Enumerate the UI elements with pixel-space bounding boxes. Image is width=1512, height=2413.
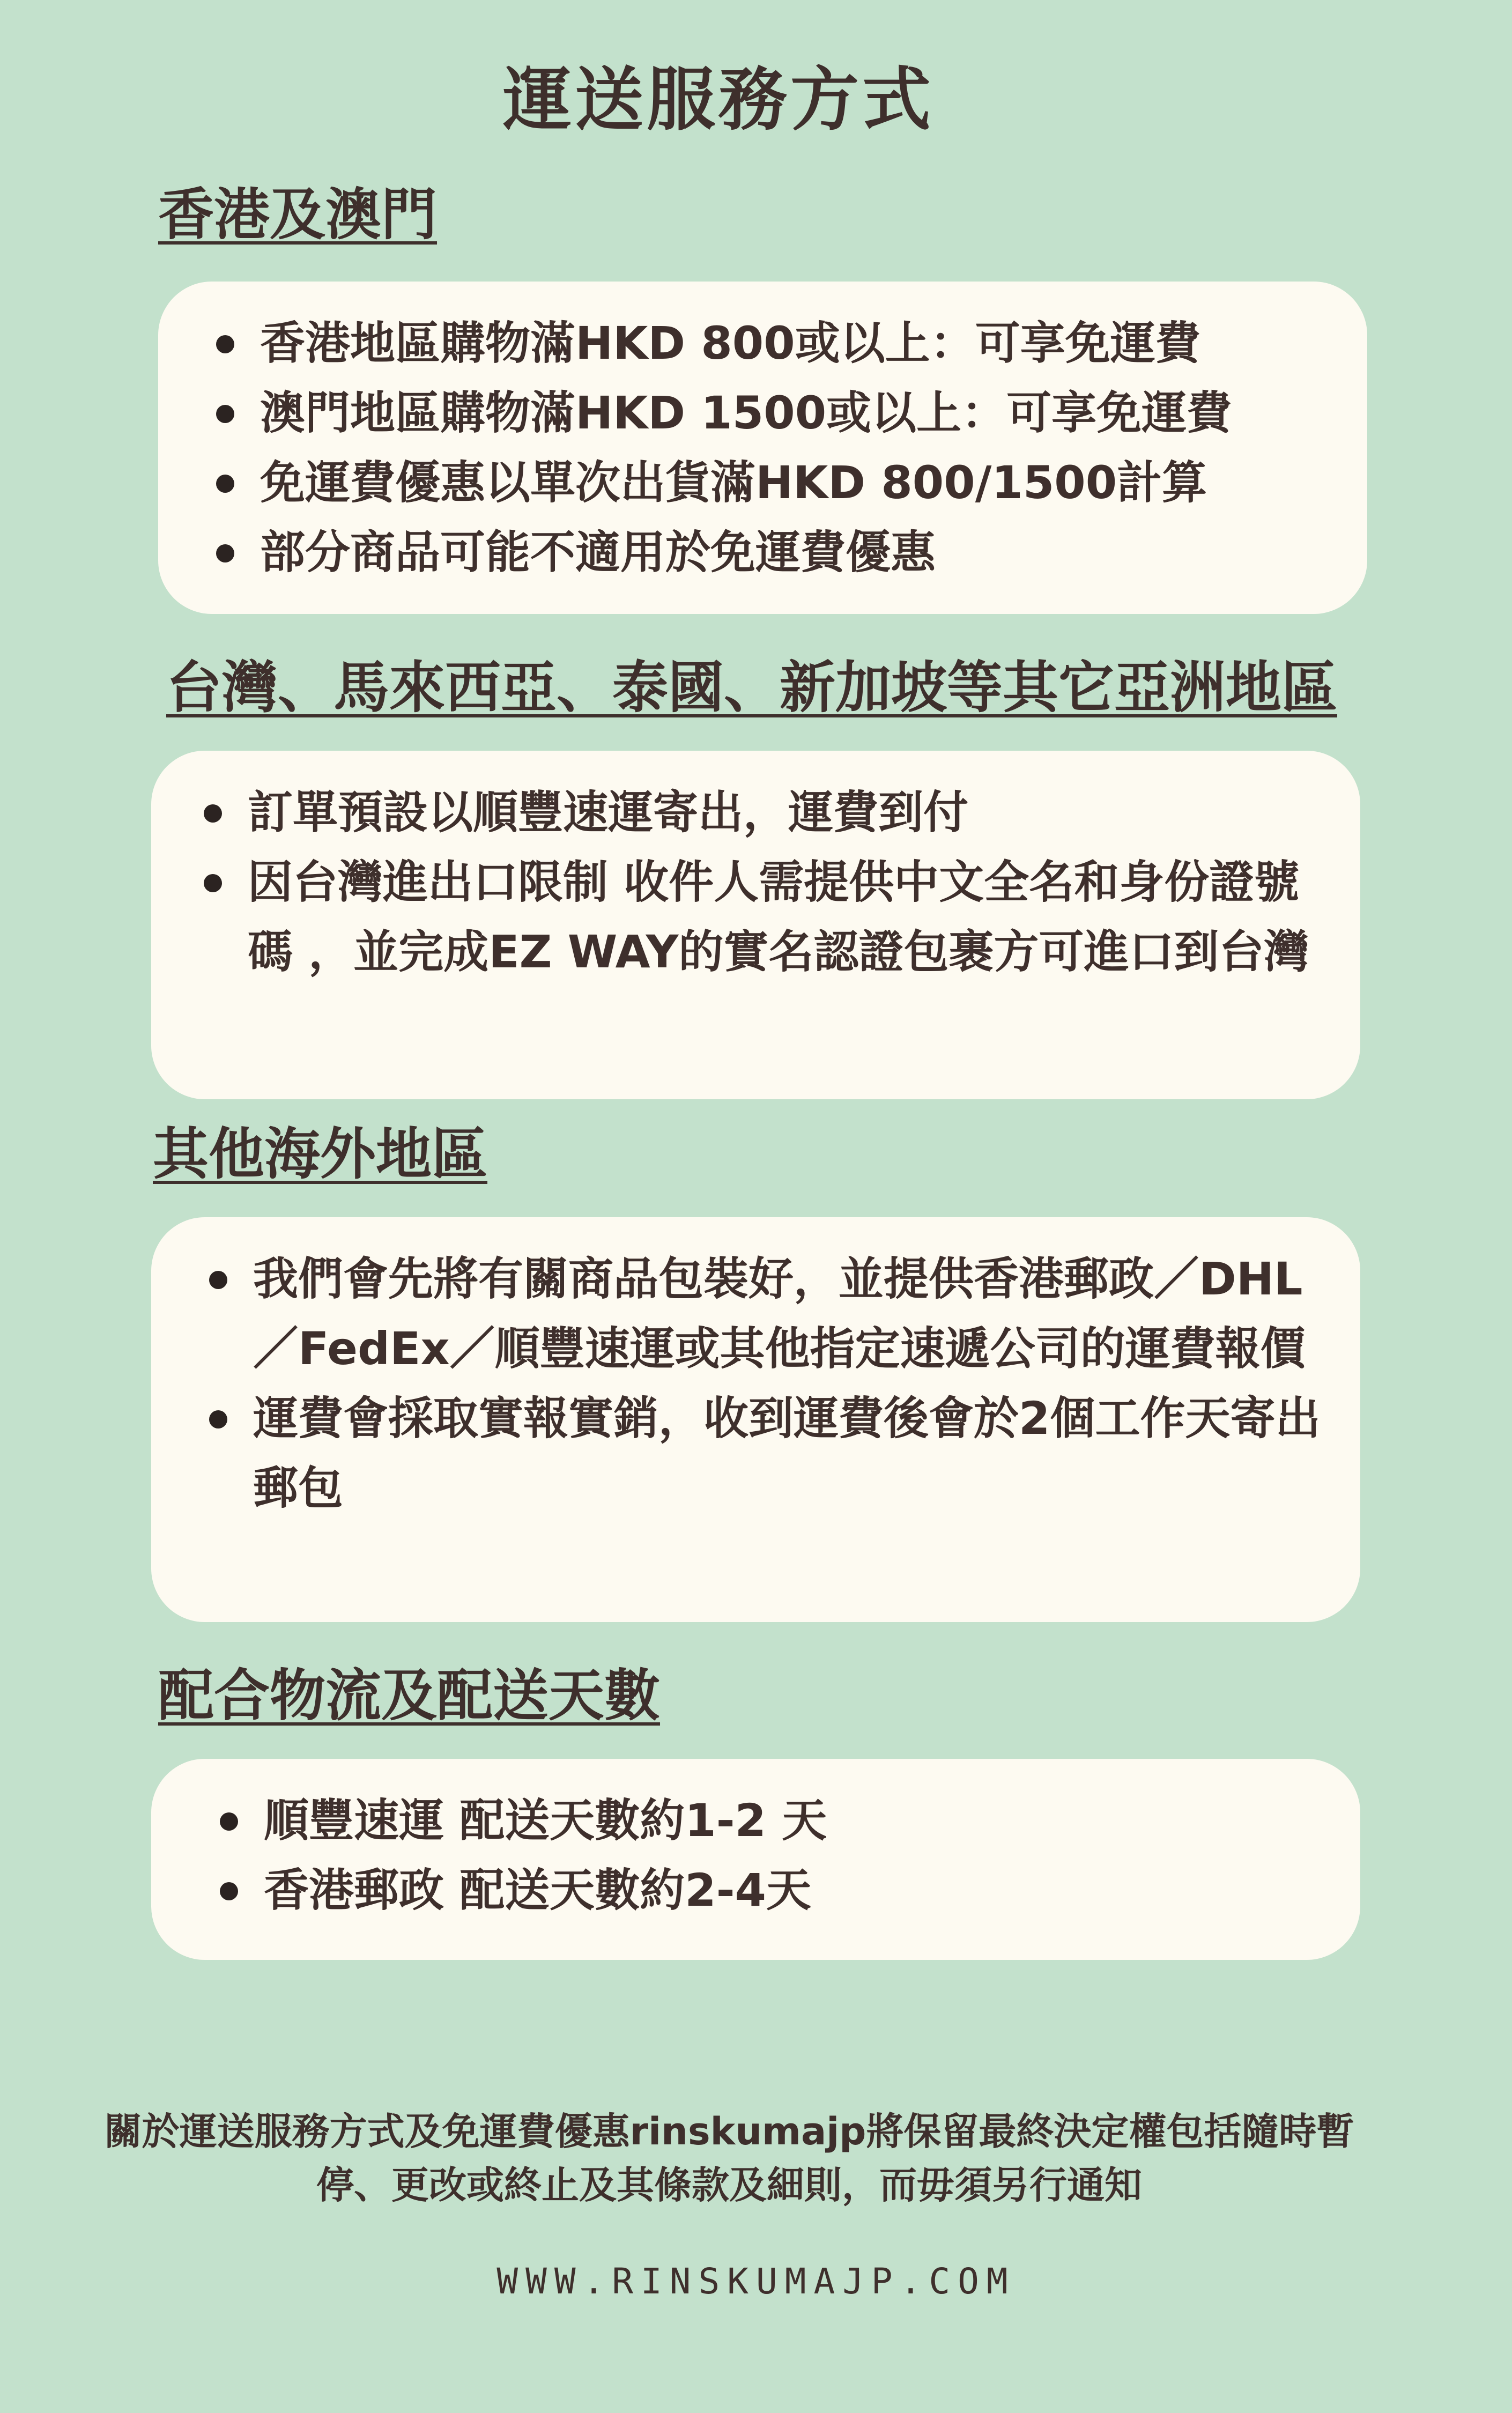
- section-heading-asia: 台灣、馬來西亞、泰國、新加坡等其它亞洲地區: [166, 655, 1338, 720]
- list-item-text: 香港地區購物滿HKD 800或以上：可享免運費: [260, 317, 1200, 369]
- page-title: 運送服務方式: [502, 60, 934, 140]
- bullet-dot-icon: [209, 1410, 227, 1428]
- bullet-list: [183, 1244, 1328, 1523]
- list-item-text: 訂單預設以順豐速運寄出，運費到付: [248, 786, 969, 839]
- bullet-dot-icon: [220, 1812, 238, 1831]
- bullet-dot-icon: [216, 405, 234, 423]
- card-overseas: [151, 1217, 1360, 1622]
- list-item-text: 我們會先將有關商品包裝好，並提供香港郵政／DHL／FedEx／順豐速運或其他指定速遞公司的運費報價: [253, 1253, 1306, 1375]
- list-item: [183, 1383, 1328, 1523]
- card-logistics: [151, 1759, 1360, 1960]
- list-item: [194, 1855, 1328, 1925]
- bullet-dot-icon: [204, 804, 222, 823]
- list-item: [183, 1244, 1328, 1383]
- list-item-text: 因台灣進出口限制 收件人需提供中文全名和身份證號碼 ，並完成EZ WAY的實名認證包裹方可進口到台灣: [248, 856, 1309, 978]
- bullet-dot-icon: [209, 1271, 227, 1289]
- card-asia: [151, 751, 1360, 1099]
- footer-disclaimer: 關於運送服務方式及免運費優惠rinskumajp將保留最終決定權包括隨時暫停、更改或終止及其條款及細則，而毋須另行通知: [104, 2109, 1354, 2207]
- bullet-list: [178, 778, 1328, 987]
- list-item-text: 香港郵政 配送天數約2-4天: [264, 1864, 812, 1916]
- section-heading-logistics: 配合物流及配送天數: [158, 1663, 661, 1728]
- list-item-text: 順豐速運 配送天數約1-2 天: [264, 1794, 827, 1847]
- card-hk-macau: [158, 282, 1367, 614]
- list-item: [190, 378, 1335, 448]
- list-item-text: 運費會採取實報實銷，收到運費後會於2個工作天寄出郵包: [253, 1392, 1321, 1514]
- list-item-text: 部分商品可能不適用於免運費優惠: [260, 526, 936, 579]
- section-heading-hk-macau: 香港及澳門: [158, 182, 438, 247]
- section-heading-overseas: 其他海外地區: [153, 1121, 488, 1187]
- bullet-dot-icon: [216, 475, 234, 493]
- bullet-dot-icon: [204, 874, 222, 892]
- bullet-list: [194, 1786, 1328, 1925]
- list-item: [178, 847, 1328, 987]
- list-item-text: 澳門地區購物滿HKD 1500或以上：可享免運費: [260, 387, 1232, 439]
- list-item: [190, 448, 1335, 517]
- list-item: [190, 517, 1335, 587]
- bullet-dot-icon: [216, 335, 234, 353]
- list-item: [190, 308, 1335, 378]
- bullet-list: [190, 308, 1335, 587]
- list-item: [178, 778, 1328, 847]
- list-item-text: 免運費優惠以單次出貨滿HKD 800/1500計算: [260, 456, 1207, 509]
- footer-website-url: WWW.RINSKUMAJP.COM: [496, 2261, 1016, 2302]
- bullet-dot-icon: [216, 544, 234, 562]
- bullet-dot-icon: [220, 1882, 238, 1900]
- list-item: [194, 1786, 1328, 1855]
